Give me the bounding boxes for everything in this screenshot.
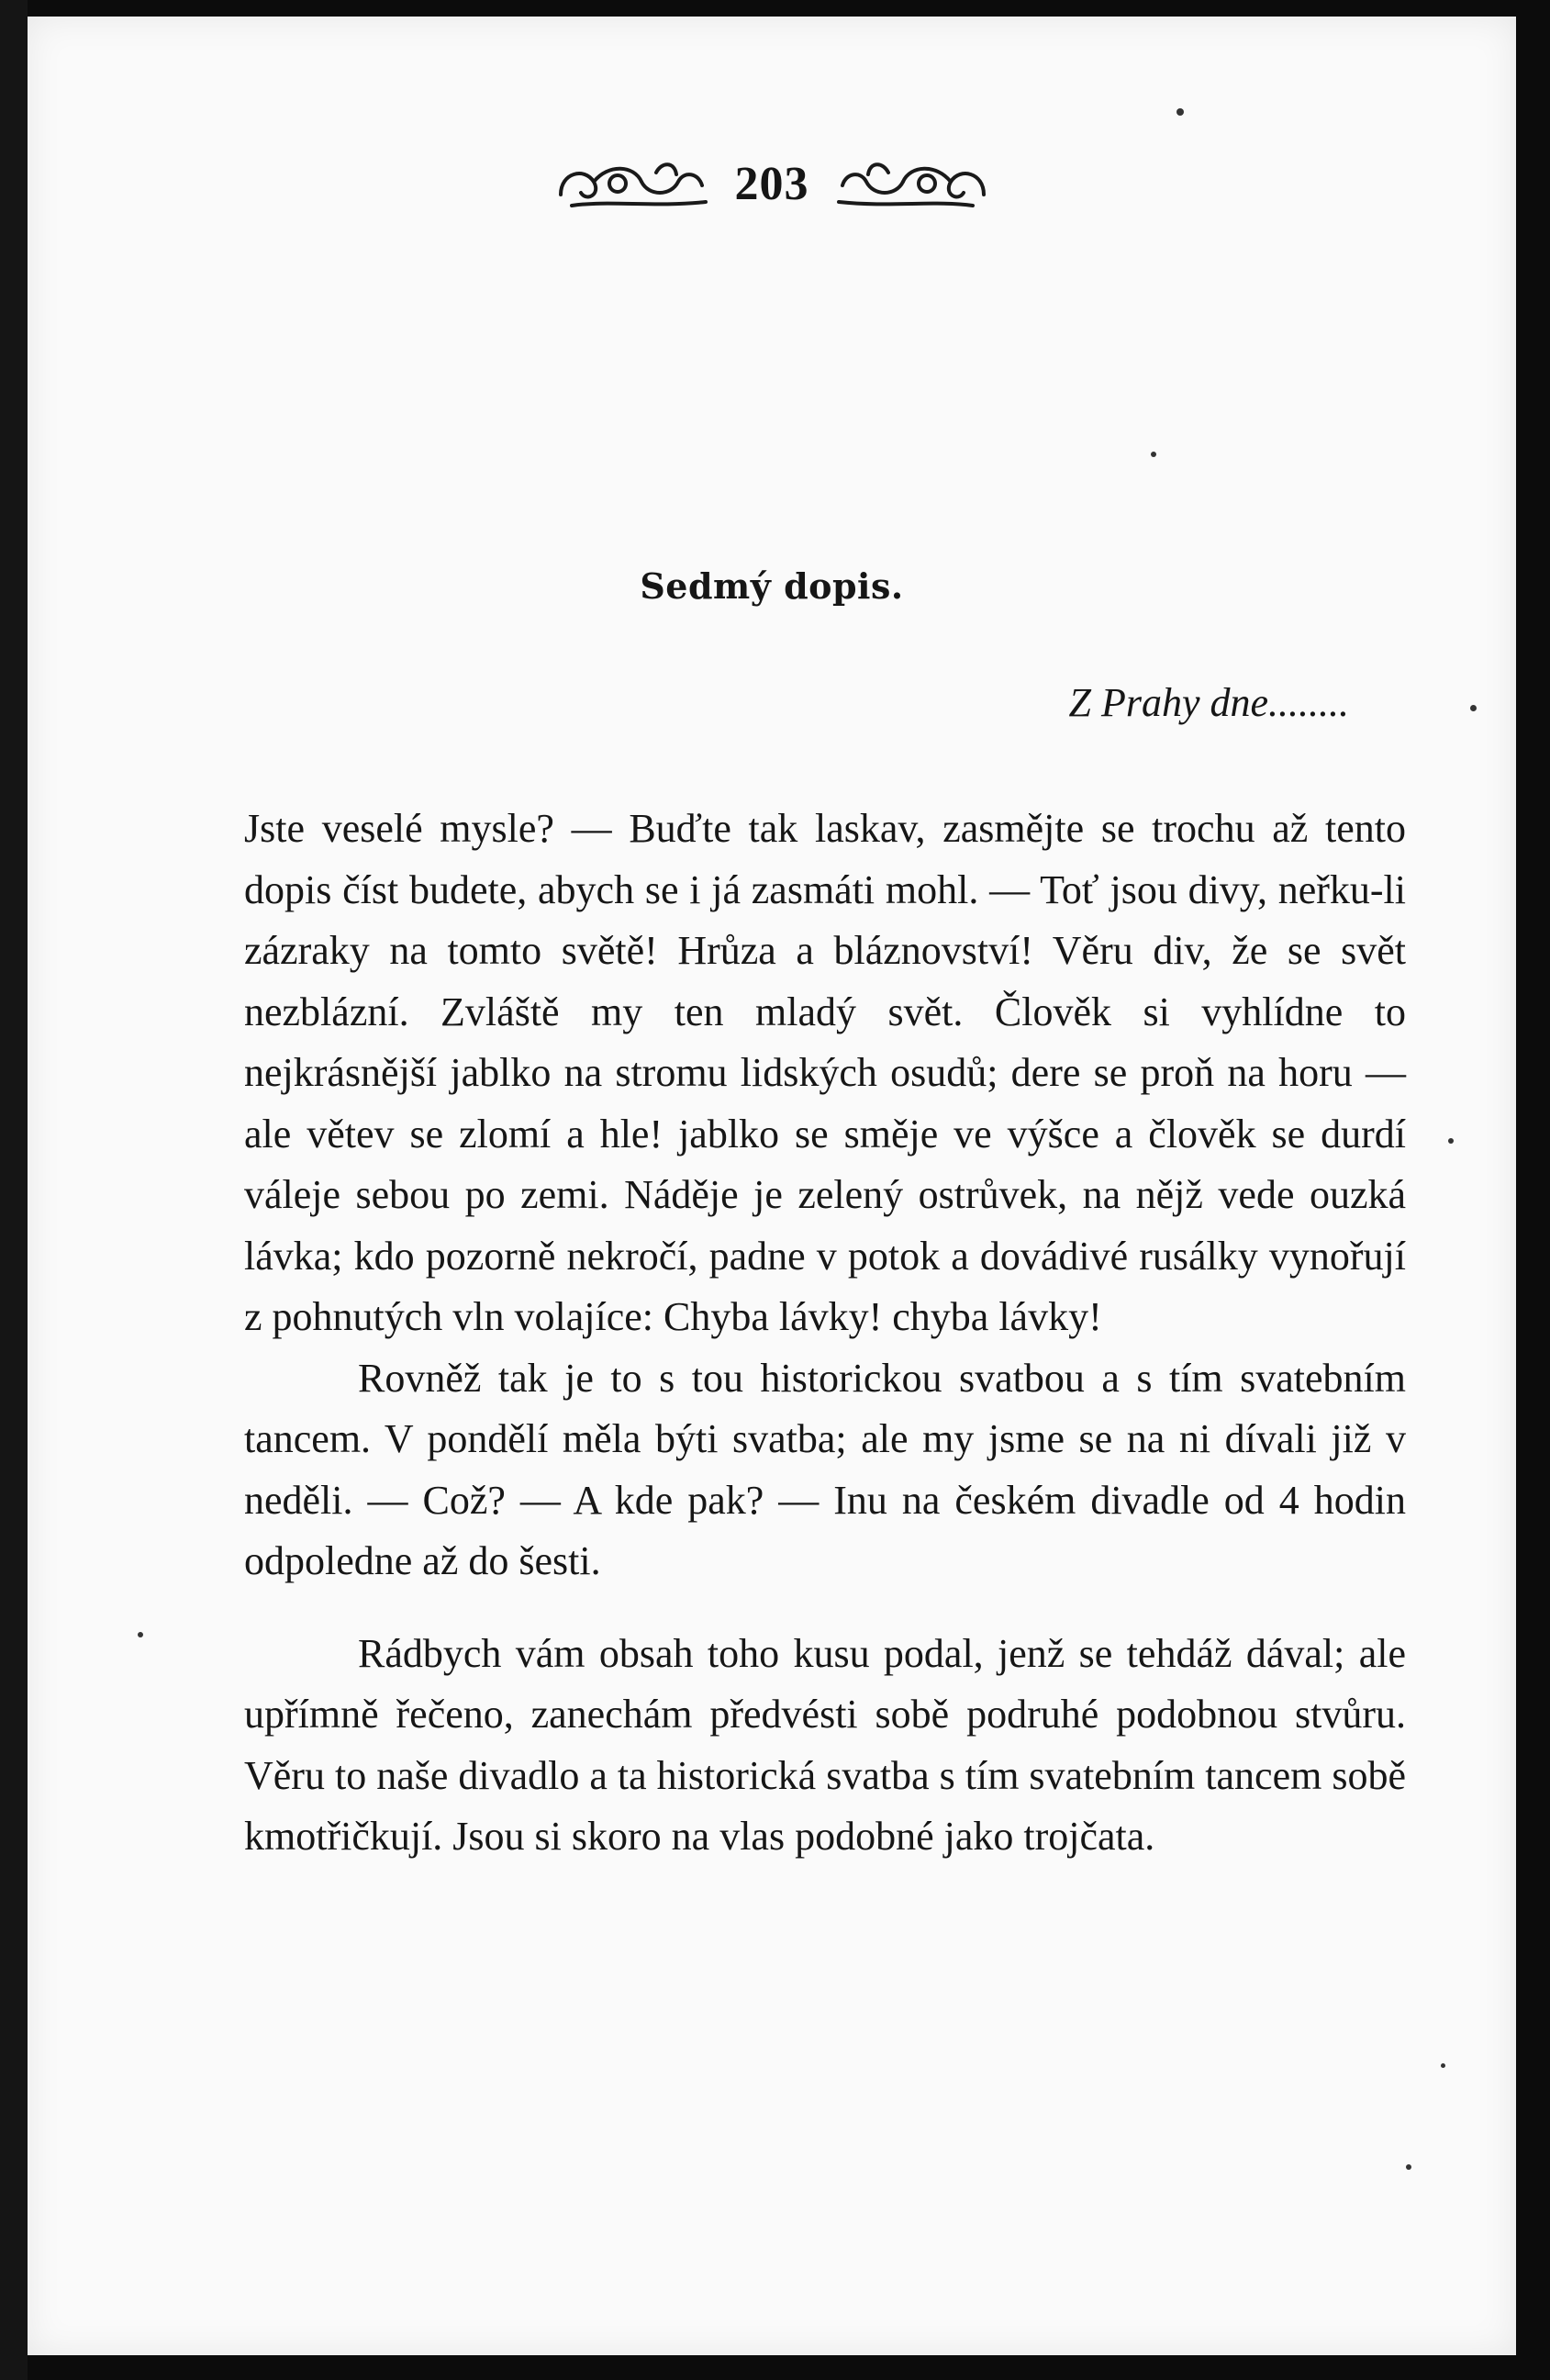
scan-border [0,0,28,2380]
scan-speck [1176,108,1184,116]
scan-speck [1441,2063,1445,2068]
scan-speck [138,1632,143,1637]
paragraph-2: Rovněž tak je to s tou historickou svatbou a s tím svatebním tancem. V pondělí měla býti svatba; ale my jsme se na ni dívali již v neděli. — Což? — A kde pak? — Inu na českém divadle od 4 hodin odpoledne až do šesti. [244,1355,1406,1583]
page-number: 203 [734,157,809,210]
page-header [28,138,1516,229]
letter-title: Sedmý dopis. [640,565,904,607]
scan-speck [1448,1138,1454,1144]
left-ornament-icon [553,154,709,213]
book-page [28,17,1516,2355]
paragraph-3: Rádbych vám obsah toho kusu podal, jenž se tehdáž dával; ale upřímně řečeno, zanechám předvésti sobě podruhé podobnou stvůru. Věru to naše divadlo a ta historická svatba s tím svatebním tancem sobě kmotřičkují. Jsou si skoro na vlas podobné jako trojčata. [244,1630,1406,1859]
paragraph-1: Jste veselé mysle? — Buďte tak laskav, zasmějte se trochu až tento dopis číst budete, abych se i já zasmáti mohl. — Toť jsou divy, neřku-li zázraky na tomto světě! Hrůza a bláznovství! Věru div, že se svět nezblázní. Zvláště my ten mladý svět. Člověk si vyhlídne to nejkrásnější jablko na stromu lidských osudů; dere se proň na horu — ale větev se zlomí a hle! jablko se směje ve výšce a člověk se durdí váleje sebou po zemi. Náděje je zelený ostrůvek, na nějž vede ouzká lávka; kdo pozorně nekročí, padne v potok a dovádivé rusálky vynořují z pohnutých vln volajíce: Chyba lávky! chyba lávky! [244,806,1406,1339]
scan-speck [1470,705,1477,711]
letter-body [244,799,1406,1868]
dateline: Z Prahy dne........ [1068,680,1349,725]
scan-speck [1406,2164,1411,2170]
scan-speck [1151,452,1156,457]
right-ornament-icon [835,154,991,213]
